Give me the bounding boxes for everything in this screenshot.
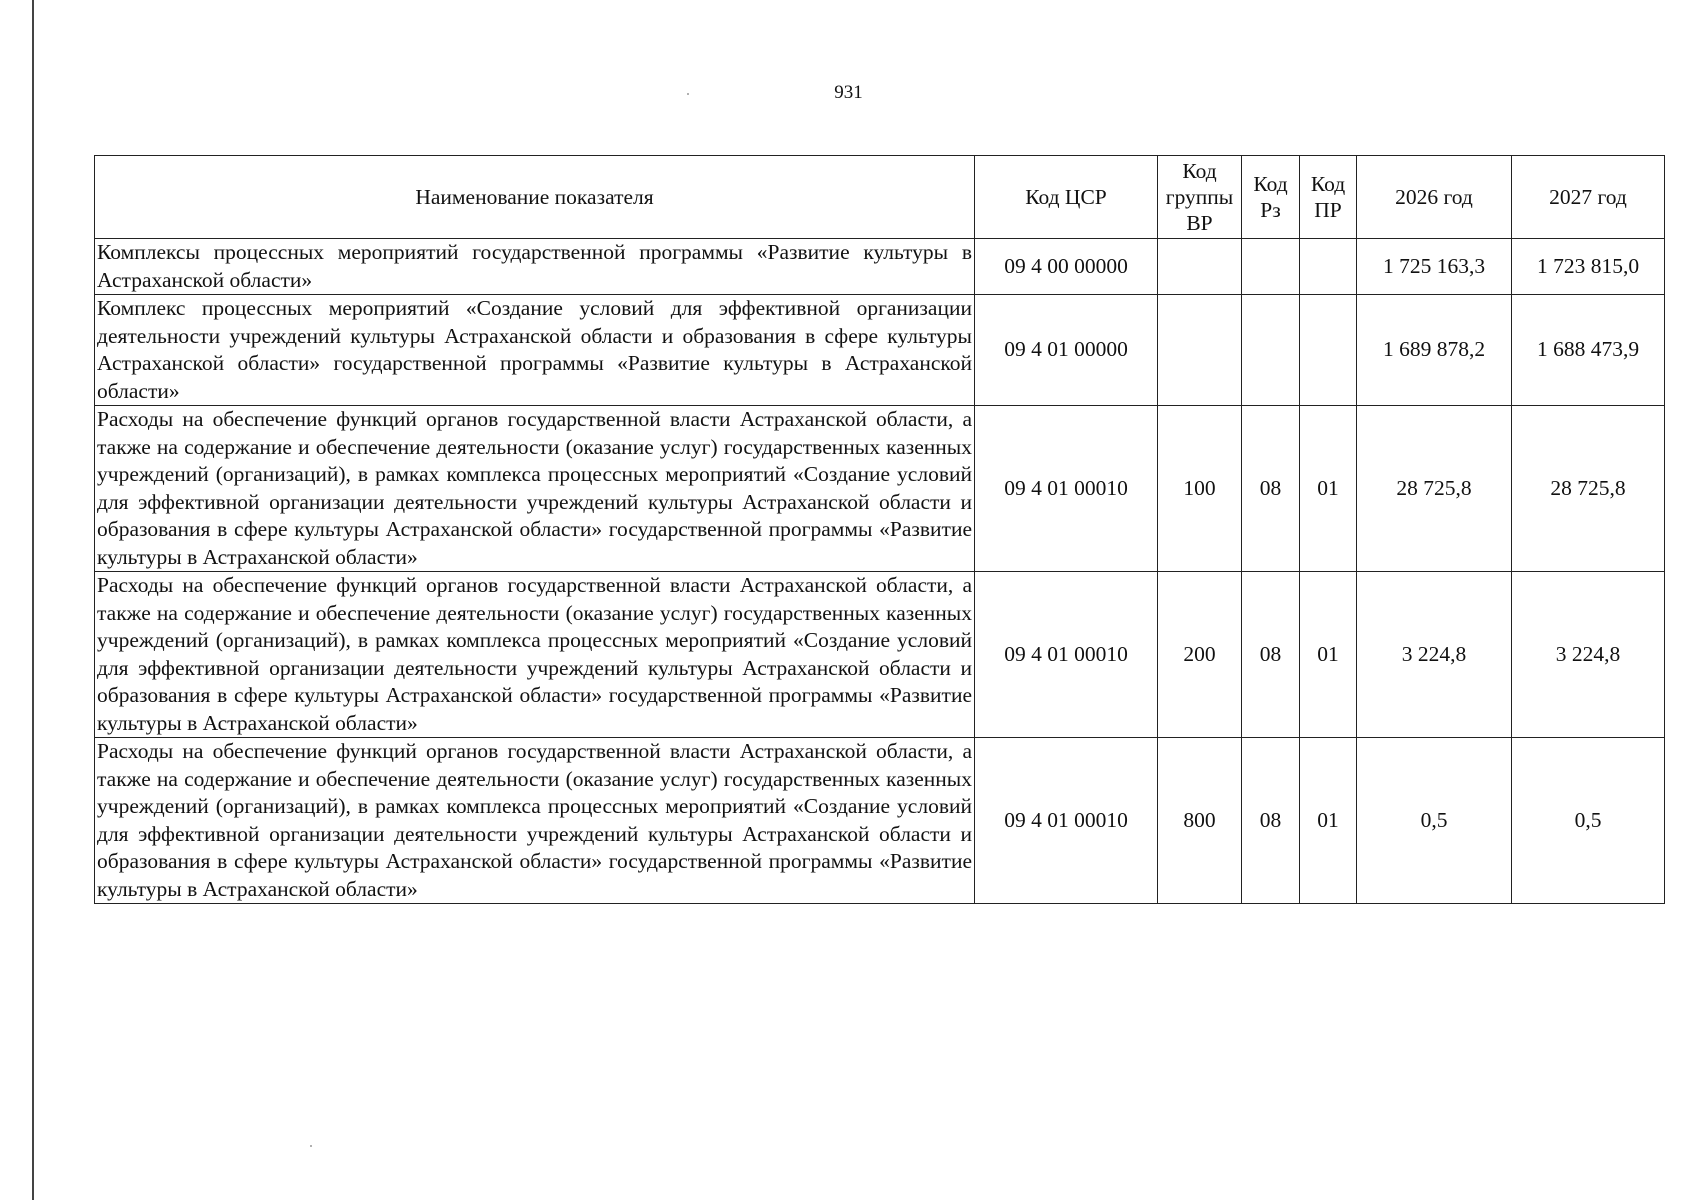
row-value-2027: 28 725,8 [1512,406,1665,572]
row-value-2027: 0,5 [1512,738,1665,904]
row-value-2026: 3 224,8 [1357,572,1512,738]
row-csr-code: 09 4 00 00000 [975,239,1158,295]
table-row [95,239,1665,295]
header-rz-code: Код Рз [1242,156,1300,239]
row-value-2026: 1 725 163,3 [1357,239,1512,295]
header-name: Наименование показателя [95,156,975,239]
scan-speck [310,1145,312,1147]
row-name: Расходы на обеспечение функций органов государственной власти Астраханской области, а также на содержание и обеспечение деятельности (оказание услуг) государственных казенных учреждений (организаций), в рамках комплекса процессных мероприятий «Создание условий для эффективной организации деятельности учреждений культуры Астраханской области и образования в сфере культуры Астраханской области» государственной программы «Развитие культуры в Астраханской области» [95,406,975,572]
table-header-row [95,156,1665,239]
page-number: 931 [834,82,863,103]
row-name: Расходы на обеспечение функций органов государственной власти Астраханской области, а также на содержание и обеспечение деятельности (оказание услуг) государственных казенных учреждений (организаций), в рамках комплекса процессных мероприятий «Создание условий для эффективной организации деятельности учреждений культуры Астраханской области и образования в сфере культуры Астраханской области» государственной программы «Развитие культуры в Астраханской области» [95,572,975,738]
row-vr-code: 800 [1158,738,1242,904]
row-value-2027: 1 688 473,9 [1512,295,1665,406]
row-pr-code: 01 [1300,406,1357,572]
header-csr-code: Код ЦСР [975,156,1158,239]
row-rz-code [1242,239,1300,295]
row-csr-code: 09 4 01 00010 [975,738,1158,904]
row-vr-code: 200 [1158,572,1242,738]
row-rz-code [1242,295,1300,406]
row-name: Расходы на обеспечение функций органов государственной власти Астраханской области, а также на содержание и обеспечение деятельности (оказание услуг) государственных казенных учреждений (организаций), в рамках комплекса процессных мероприятий «Создание условий для эффективной организации деятельности учреждений культуры Астраханской области и образования в сфере культуры Астраханской области» государственной программы «Развитие культуры в Астраханской области» [95,738,975,904]
header-vr-code: Код группы ВР [1158,156,1242,239]
row-pr-code: 01 [1300,572,1357,738]
row-name: Комплексы процессных мероприятий государственной программы «Развитие культуры в Астраханской области» [95,239,975,295]
row-pr-code [1300,239,1357,295]
row-rz-code: 08 [1242,572,1300,738]
row-value-2026: 28 725,8 [1357,406,1512,572]
row-value-2026: 1 689 878,2 [1357,295,1512,406]
row-csr-code: 09 4 01 00010 [975,572,1158,738]
row-value-2027: 1 723 815,0 [1512,239,1665,295]
row-vr-code: 100 [1158,406,1242,572]
row-vr-code [1158,295,1242,406]
row-value-2027: 3 224,8 [1512,572,1665,738]
row-rz-code: 08 [1242,406,1300,572]
table-row [95,295,1665,406]
binding-margin-line [32,0,34,1200]
table-row [95,738,1665,904]
row-csr-code: 09 4 01 00000 [975,295,1158,406]
table-row [95,406,1665,572]
budget-table [94,155,1665,904]
header-year-2026: 2026 год [1357,156,1512,239]
row-vr-code [1158,239,1242,295]
table-row [95,572,1665,738]
row-pr-code: 01 [1300,738,1357,904]
row-value-2026: 0,5 [1357,738,1512,904]
header-pr-code: Код ПР [1300,156,1357,239]
row-pr-code [1300,295,1357,406]
row-csr-code: 09 4 01 00010 [975,406,1158,572]
row-name: Комплекс процессных мероприятий «Создание условий для эффективной организации деятельности учреждений культуры Астраханской области и образования в сфере культуры Астраханской области» государственной программы «Развитие культуры в Астраханской области» [95,295,975,406]
row-rz-code: 08 [1242,738,1300,904]
header-year-2027: 2027 год [1512,156,1665,239]
